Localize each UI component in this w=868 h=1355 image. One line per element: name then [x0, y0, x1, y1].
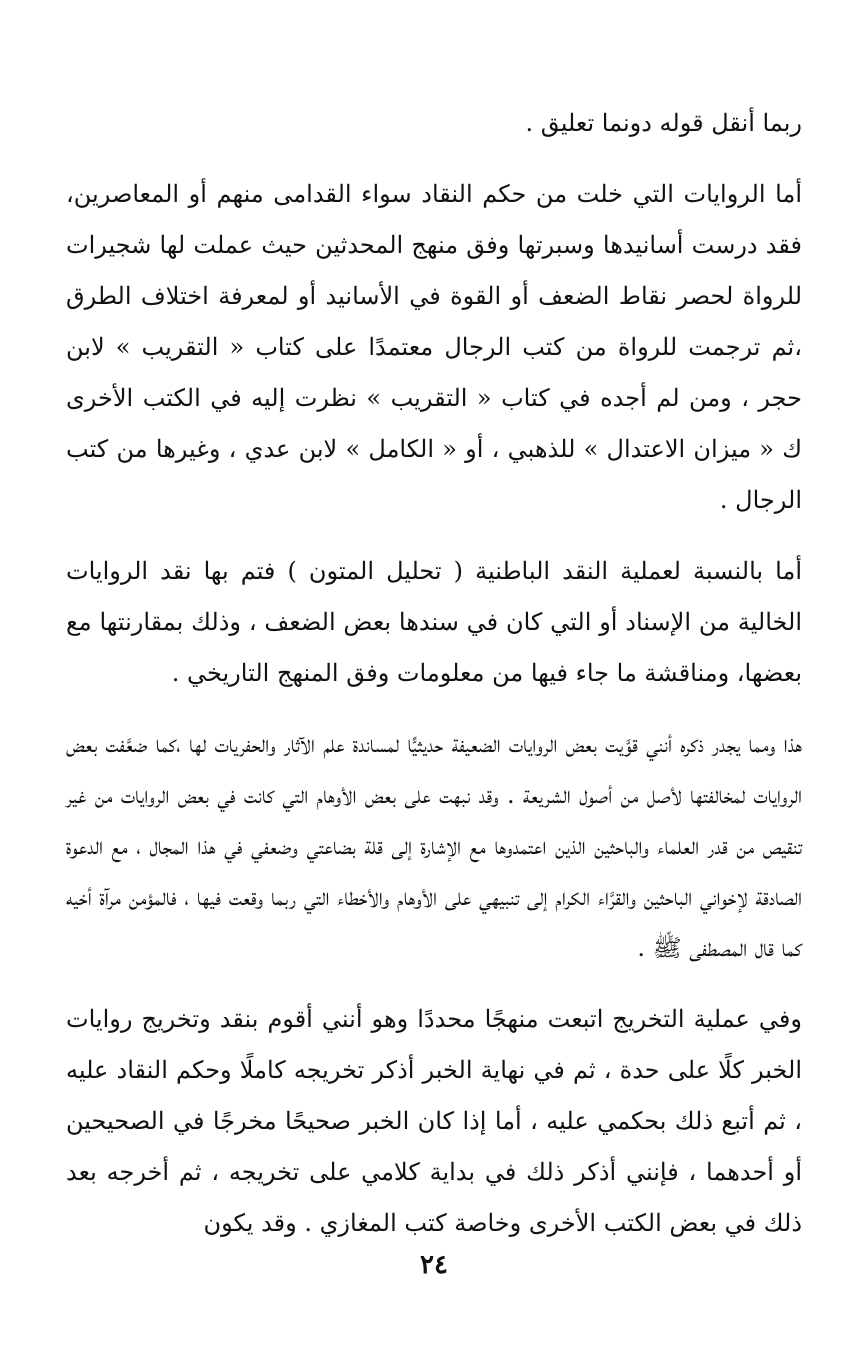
paragraph-5: وفي عملية التخريج اتبعت منهجًا محددًا وهو أنني أقوم بنقد وتخريج روايات الخبر كلًا على حدة ، ثم في نهاية الخبر أذكر تخريجه كاملًا وحكم النقاد عليه ، ثم أتبع ذلك بحكمي عليه ، أما إذا كان الخبر صحيحًا مخرجًا في الصحيحين أو أحدهما ، فإنني أذكر ذلك في بداية كلامي على تخريجه ، ثم أخرجه بعد ذلك في بعض الكتب الأخرى وخاصة كتب المغازي . وقد يكون — [66, 1005, 802, 1237]
paragraph-1: ربما أنقل قوله دونما تعليق . — [525, 109, 802, 137]
paragraph-3: أما بالنسبة لعملية النقد الباطنية ( تحليل المتون ) فتم بها نقد الروايات الخالية من الإسناد أو التي كان في سندها بعض الضعف ، وذلك بمقارنتها مع بعضها، ومناقشة ما جاء فيها من معلومات وفق المنهج التاريخي . — [66, 557, 802, 687]
paragraph-4: هذا ومما يجدر ذكره أنني قوَّيت بعض الروايات الضعيفة حديثيًّا لمساندة علم الآثار والحفريات لها ،كما ضعَّفت بعض الروايات لمخالفتها لأصل من أصول الشريعة . وقد نبهت على بعض الأوهام التي كانت في بعض الروايات من غير تنقيص من قدر العلماء والباحثين الذين اعتمدوها مع الإشارة إلى قلة بضاعتي وضعفي في هذا المجال ، مع الدعوة الصادقة لإخواني الباحثين والقرَّاء الكرام إلى تنبيهي على الأوهام والأخطاء التي ربما وقعت فيها ، فالمؤمن مرآة أخيه كما قال المصطفى ﷺ . — [66, 730, 803, 962]
page-number: ٢٤ — [420, 1250, 448, 1280]
body-text — [66, 98, 802, 1269]
paragraph-2: أما الروايات التي خلت من حكم النقاد سواء القدامى منهم أو المعاصرين، فقد درست أسانيدها وسبرتها وفق منهج المحدثين حيث عملت لها شجيرات للرواة لحصر نقاط الضعف أو القوة في الأسانيد أو لمعرفة اختلاف الطرق ،ثم ترجمت للرواة من كتب الرجال معتمدًا على كتاب « التقريب » لابن حجر ، ومن لم أجده في كتاب « التقريب » نظرت إليه في الكتب الأخرى ك « ميزان الاعتدال » للذهبي ، أو « الكامل » لابن عدي ، وغيرها من كتب الرجال . — [66, 180, 802, 514]
